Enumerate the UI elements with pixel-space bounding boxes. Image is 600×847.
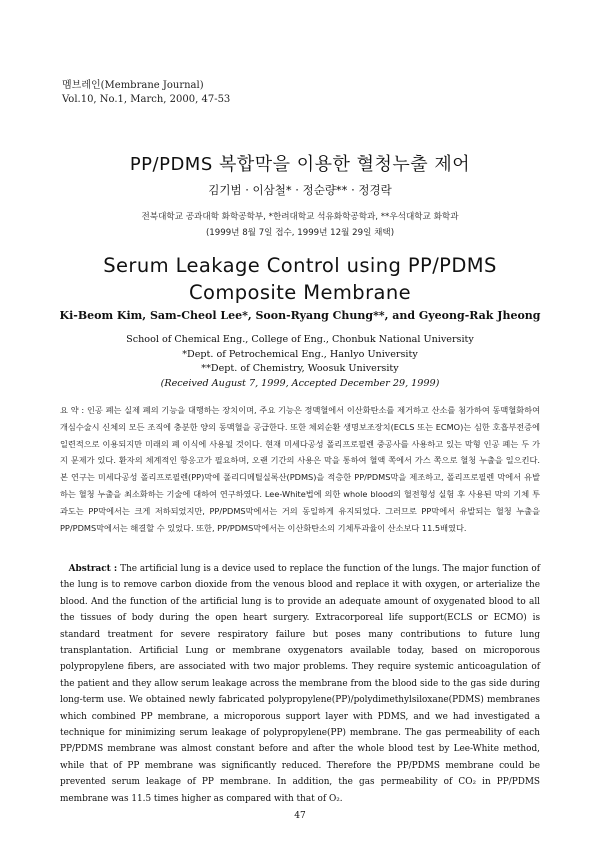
affiliations-english xyxy=(0,333,600,391)
title-english-line1: Serum Leakage Control using PP/PDMS xyxy=(103,254,497,277)
affiliation-korean-block xyxy=(0,209,600,241)
affiliation-english-1: School of Chemical Eng., College of Eng., Chonbuk National University xyxy=(126,334,474,345)
affiliation-english-3: **Dept. of Chemistry, Woosuk University xyxy=(201,363,399,374)
authors-korean: 김기범 · 이삼철* · 정순량** · 정경락 xyxy=(208,183,392,197)
journal-issue: Vol.10, No.1, March, 2000, 47-53 xyxy=(62,94,231,105)
received-korean: (1999년 8월 7일 접수, 1999년 12월 29일 채택) xyxy=(205,228,395,238)
journal-info xyxy=(62,79,230,107)
title-english-line2: Composite Membrane xyxy=(189,281,411,304)
abstract-english xyxy=(60,561,540,807)
abstract-english-label: Abstract : xyxy=(68,564,118,574)
affiliation-korean: 전북대학교 공과대학 화학공학부, *한려대학교 석유화학공학과, **우석대학교 화학과 xyxy=(141,212,459,222)
title-korean: PP/PDMS 복합막을 이용한 혈청누출 제어 xyxy=(129,154,471,175)
abstract-korean-text: 인공 폐는 실제 폐의 기능을 대행하는 장치이며, 주요 기능은 정맥혈에서 이산화탄소를 제거하고 산소를 첨가하여 동맥혈화하여 개심수술시 신체의 모든 조직에 충분한 양의 동맥혈을 공급한다. 또한 체외순환 생명보조장치(ECLS 또는 ECMO)는 심한 호흡부전증에 일련적으로 이용되지만 미래의 폐 이식에 사용될 것이다. 현재 미세다공성 폴리프로필렌 중공사를 사용하고 있는 막형 인공 폐는 두 가지 문제가 있다. 환자의 체계적인 항응고가 필요하며, 오랜 기간의 사용은 막을 통하여 혈액 쪽에서 가스 쪽으로 혈청 누출을 일으킨다. 본 연구는 미세다공성 폴리프로필렌(PP)막에 폴리디메틸실록산(PDMS)을 적층한 PP/PDMS막을 제조하고, 폴리프로필렌 막에서 유발하는 혈청 누출을 최소화하는 기술에 대하여 연구하였다. Lee-White법에 의한 whole blood의 혈전형성 실험 후 사용된 막의 기체 투과도는 PP막에서는 크게 저하되었지만, PP/PDMS막에서는 거의 동일하게 유지되었다. 그러므로 PP막에서 유발되는 혈청 누출을 PP/PDMS막에서는 해결할 수 있었다. 또한, PP/PDMS막에서는 이산화탄소의 기체투과율이 산소보다 11.5배였다. xyxy=(60,405,540,533)
page-number: 47 xyxy=(294,811,306,821)
abstract-korean xyxy=(60,402,540,536)
affiliation-english-2: *Dept. of Petrochemical Eng., Hanlyo University xyxy=(182,348,418,360)
journal-name: 멤브레인(Membrane Journal) xyxy=(62,80,204,91)
authors-english: Ki-Beom Kim, Sam-Cheol Lee*, Soon-Ryang Chung**, and Gyeong-Rak Jheong xyxy=(59,309,541,322)
abstract-english-text: The artificial lung is a device used to replace the function of the lungs. The major function of the lung is to remove carbon dioxide from the venous blood and replace it with oxygen, or arterialize the blood. And the function of the artificial lung is to provide an adequate amount of oxygenated blood to all the tissues of body during the open heart surgery. Extracorporeal life support(ECLS or ECMO) is standard treatment for severe respiratory failure but poses many contributions to future lung transplantation. Artificial Lung or membrane oxygenators available today, based on microporous polypropylene fibers, are associated with two major problems. They require systemic anticoagulation of the patient and they allow serum leakage across the membrane from the blood side to the gas side during long-term use. We obtained newly fabricated polypropylene(PP)/polydimethylsiloxane(PDMS) membranes which combined PP membrane, a microporous support layer with PDMS, and we had investigated a technique for minimizing serum leakage of polypropylene(PP) membrane. The gas permeability of each PP/PDMS membrane was almost constant before and after the whole blood test by Lee-White method, while that of PP membrane was significantly reduced. Therefore the PP/PDMS membrane could be prevented serum leakage of PP membrane. In addition, the gas permeability of CO₂ in PP/PDMS membrane was 11.5 times higher as compared with that of O₂. xyxy=(60,564,540,804)
title-english xyxy=(0,252,600,306)
received-english: (Received August 7, 1999, Accepted December 29, 1999) xyxy=(160,377,440,389)
abstract-korean-label: 요 약 : xyxy=(60,405,85,415)
